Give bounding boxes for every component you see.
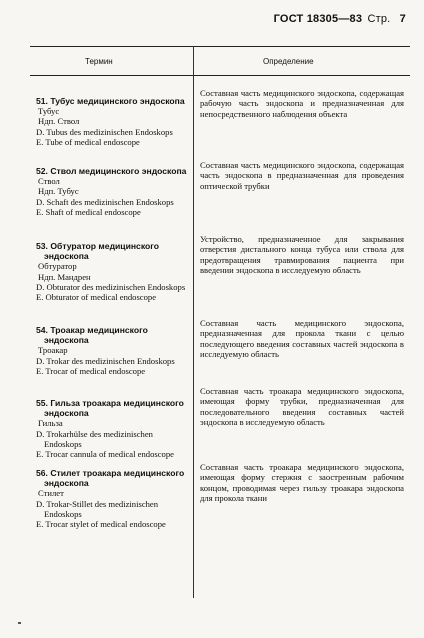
term-entry-54 [30,325,192,376]
term-english: E. Trocar cannula of medical endoscope [36,449,174,460]
column-term-header: Термин [85,57,113,66]
term-english: E. Tube of medical endoscope [36,136,140,147]
term-title: 52. Ствол медицинского эндоскопа [36,166,187,176]
term-ndp: Ндп. Тубус [38,186,79,197]
term-german: D. Obturator des medizinischen Endoskops [36,281,186,292]
definition-51: Составная часть медицинского эндоскопа, содержащая рабочую часть эндоскопа и предназначенная для непосредственного наблюдения объекта [200,88,404,119]
term-entry-56 [30,468,192,529]
column-definition-header: Определение [263,57,314,66]
term-english: E. Shaft of medical endoscope [36,206,141,217]
definition-53: Устройство, предназначенное для закрывания отверстия дистального конца тубуса или ствола для предотвращения травмирования пациента при введении эндоскопа в исследуемую область [200,234,404,276]
term-german: D. Trokarhülse des medizinischen Endoskops [36,428,153,449]
term-entry-53 [30,241,192,302]
term-german: D. Tubus des medizinischen Endoskops [36,126,173,137]
term-short: Гильза [38,418,63,429]
standard-number: ГОСТ 18305—83 [273,13,363,25]
term-ndp: Ндп. Ствол [38,116,80,127]
scan-mark [18,622,21,624]
term-short: Троакар [38,345,68,356]
term-short: Ствол [38,176,60,187]
term-ndp: Ндп. Мандрен [38,271,91,282]
term-entry-55 [30,398,192,459]
definition-52: Составная часть медицинского эндоскопа, содержащая часть эндоскопа в предназначенная для проведения оптической трубки [200,160,404,191]
page-label: Стр. [367,13,391,25]
term-entry-52 [30,166,192,217]
term-title: 55. Гильза троакара медицинского эндоскопа [36,398,184,419]
term-german: D. Trokar-Stillet des medizinischen Endoskops [36,498,159,519]
term-title: 51. Тубус медицинского эндоскопа [36,96,185,106]
term-short: Стилет [38,488,64,499]
term-short: Тубус [38,106,60,117]
page-number: 7 [399,13,406,25]
definition-55: Составная часть троакара медицинского эндоскопа, имеющая форму трубки, предназначенная для последовательного введения составных частей эндоскопа в исследуемую область [200,386,404,428]
definition-54: Составная часть медицинского эндоскопа, предназначенная для прокола ткани с целью последующего введения составных частей эндоскопа в исследуемую область [200,318,404,360]
term-english: E. Obturator of medical endoscope [36,292,157,303]
table-header [30,46,410,76]
term-short: Обтуратор [38,261,77,272]
term-english: E. Trocar of medical endoscope [36,365,146,376]
term-german: D. Schaft des medizinischen Endoskops [36,196,174,207]
column-divider [193,46,194,598]
term-title: 54. Троакар медицинского эндоскопа [36,325,148,346]
term-entry-51 [30,96,192,147]
term-title: 53. Обтуратор медицинского эндоскопа [36,241,159,262]
term-german: D. Trokar des medizinischen Endoskops [36,355,175,366]
term-english: E. Trocar stylet of medical endoscope [36,519,166,530]
definition-56: Составная часть троакара медицинского эндоскопа, имеющая форму стержня с заостренным рабочим концом, проводимая через гильзу троакара эндоскопа для прокола ткани [200,462,404,504]
term-title: 56. Стилет троакара медицинского эндоскопа [36,468,185,489]
page-header [274,13,406,25]
